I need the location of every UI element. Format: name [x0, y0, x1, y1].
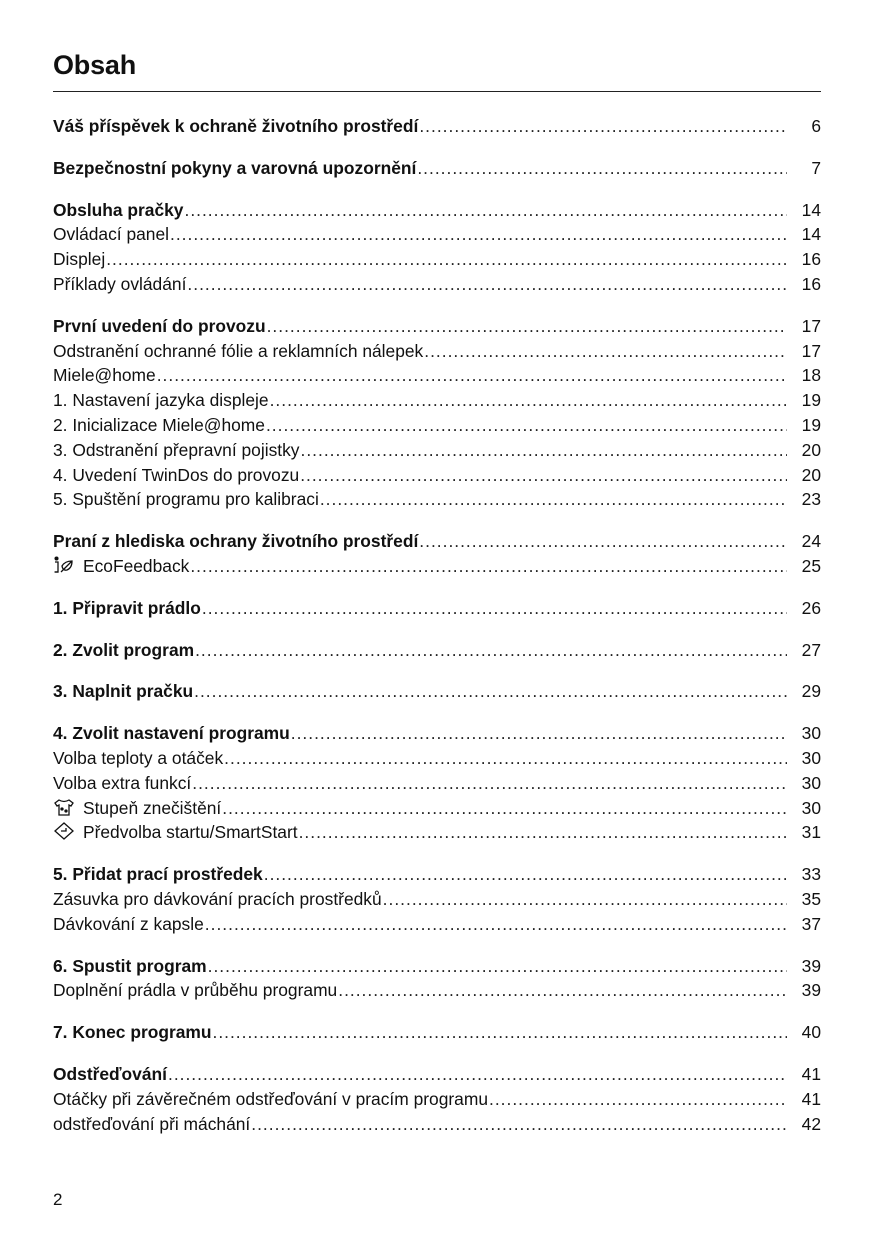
- toc-entry-text: 3. Naplnit pračku: [53, 681, 194, 702]
- toc-page-number: 30: [801, 747, 821, 768]
- toc-entry-text: 2. Inicializace Miele@home: [53, 414, 265, 435]
- toc-entry: [53, 463, 821, 488]
- toc-entry-label: [53, 771, 191, 796]
- toc-entry-label: [53, 314, 266, 339]
- toc-entry: [53, 771, 821, 796]
- toc-entry-label: [53, 222, 169, 247]
- dot-leader: [320, 487, 787, 512]
- dot-leader: [489, 1087, 787, 1112]
- toc-page-number: 7: [811, 157, 821, 178]
- toc-entry-label: [53, 887, 382, 912]
- toc-section: [53, 1020, 821, 1045]
- toc-entry-text: 1. Nastavení jazyka displeje: [53, 390, 269, 411]
- dot-leader: [106, 247, 787, 272]
- toc-page-number: 23: [801, 489, 821, 510]
- toc-entry: [53, 554, 821, 579]
- toc-page-number: 14: [801, 199, 821, 220]
- dot-leader: [224, 746, 787, 771]
- dot-leader: [187, 272, 787, 297]
- toc-page-number: 41: [801, 1088, 821, 1109]
- toc-entry-label: [53, 114, 418, 139]
- dot-leader: [212, 1020, 787, 1045]
- toc-entry: [53, 339, 821, 364]
- toc-entry: [53, 887, 821, 912]
- toc-entry-text: Váš příspěvek k ochraně životního prostředí: [53, 116, 419, 136]
- toc-page-number: 39: [801, 955, 821, 976]
- toc-entry-text: Ovládací panel: [53, 224, 170, 245]
- toc-entry-text: Praní z hlediska ochrany životního prostředí: [53, 531, 419, 552]
- dot-leader: [168, 1062, 787, 1087]
- toc-heading-entry: [53, 954, 821, 979]
- dot-leader: [157, 363, 787, 388]
- toc-section: [53, 862, 821, 936]
- toc-page-number: 20: [801, 439, 821, 460]
- toc-heading-entry: [53, 156, 821, 181]
- toc-entry-label: [53, 198, 183, 223]
- toc-entry: [53, 1112, 821, 1137]
- toc-page-number: 17: [801, 315, 821, 336]
- toc-entry-text: 6. Spustit program: [53, 955, 207, 976]
- toc-heading-entry: [53, 114, 821, 139]
- toc-page-number: 35: [801, 888, 821, 909]
- toc-entry-label: [53, 156, 416, 181]
- toc-section: [53, 1062, 821, 1136]
- toc-section: [53, 198, 821, 297]
- toc-page-number: 14: [801, 224, 821, 245]
- toc-page-number: 30: [801, 797, 821, 818]
- dot-leader: [205, 912, 787, 937]
- toc-entry-text: Volba extra funkcí: [53, 772, 192, 793]
- toc-entry-text: Volba teploty a otáček: [53, 747, 224, 768]
- dot-leader: [251, 1112, 787, 1137]
- toc-entry-text: 4. Zvolit nastavení programu: [53, 723, 290, 744]
- toc-entry-text: Bezpečnostní pokyny a varovná upozornění: [53, 157, 417, 178]
- page-title: Obsah: [53, 50, 137, 80]
- toc-entry-text: 4. Uvedení TwinDos do provozu: [53, 464, 300, 485]
- toc-page-number: 40: [801, 1022, 821, 1043]
- toc-page-number: 24: [801, 531, 821, 552]
- toc-entry: [53, 222, 821, 247]
- toc-entry-label: [53, 1062, 167, 1087]
- toc-entry-label: [53, 978, 337, 1003]
- toc-page-number: 41: [801, 1063, 821, 1084]
- toc-section: [53, 114, 821, 139]
- toc-entry-label: [53, 339, 423, 364]
- toc-entry-text: 5. Spuštění programu pro kalibraci: [53, 489, 319, 510]
- toc-entry: [53, 363, 821, 388]
- toc-entry-text: EcoFeedback: [83, 555, 190, 576]
- toc-entry: [53, 388, 821, 413]
- toc-entry: [53, 912, 821, 937]
- toc-entry-text: Doplnění prádla v průběhu programu: [53, 980, 338, 1001]
- toc-section: [53, 679, 821, 704]
- toc-entry-label: [53, 388, 269, 413]
- toc-entry-label: [53, 912, 204, 937]
- toc-page-number: 27: [801, 639, 821, 660]
- toc-heading-entry: [53, 529, 821, 554]
- dot-leader: [266, 413, 787, 438]
- toc-entry-text: 3. Odstranění přepravní pojistky: [53, 439, 300, 460]
- toc-entry-text: 7. Konec programu: [53, 1022, 212, 1043]
- toc-entry-label: [53, 954, 207, 979]
- dot-leader: [208, 954, 787, 979]
- toc-entry-label: [53, 820, 298, 845]
- toc-entry-text: Stupeň znečištění: [83, 797, 222, 818]
- toc-entry-text: Předvolba startu/SmartStart: [83, 822, 298, 843]
- title-divider: [53, 91, 821, 92]
- toc-entry: [53, 746, 821, 771]
- toc-entry-label: [53, 272, 186, 297]
- toc-entry: [53, 820, 821, 845]
- toc-heading-entry: [53, 721, 821, 746]
- toc-page-number: 25: [801, 555, 821, 576]
- toc-entry-label: [53, 1020, 211, 1045]
- toc-entry-label: [53, 721, 290, 746]
- toc-heading-entry: [53, 198, 821, 223]
- toc-page-number: 19: [801, 390, 821, 411]
- toc-heading-entry: [53, 1020, 821, 1045]
- toc-heading-entry: [53, 1062, 821, 1087]
- toc-entry-label: [53, 638, 194, 663]
- dot-leader: [338, 978, 787, 1003]
- dot-leader: [299, 820, 787, 845]
- toc-entry-label: [53, 363, 156, 388]
- toc-heading-entry: [53, 862, 821, 887]
- toc-entry-text: První uvedení do provozu: [53, 315, 266, 336]
- toc-entry-text: Příklady ovládání: [53, 273, 187, 294]
- dot-leader: [195, 638, 787, 663]
- toc-entry-label: [53, 463, 299, 488]
- toc-entry-label: [53, 1087, 488, 1112]
- toc-entry-label: [53, 438, 300, 463]
- dot-leader: [419, 114, 787, 139]
- toc-entry-label: [53, 796, 221, 821]
- dot-leader: [383, 887, 787, 912]
- toc-entry-label: [53, 554, 189, 579]
- toc-entry-text: Otáčky při závěrečném odstřeďování v pracím programu: [53, 1088, 488, 1109]
- dot-leader: [270, 388, 787, 413]
- toc-heading-entry: [53, 314, 821, 339]
- toc-entry-text: Displej: [53, 249, 106, 270]
- toc-page-number: 18: [801, 365, 821, 386]
- toc-entry-text: Obsluha pračky: [53, 199, 184, 220]
- delay-start-icon: [53, 822, 75, 840]
- dot-leader: [417, 156, 787, 181]
- toc-entry-text: Odstranění ochranné fólie a reklamních nálepek: [53, 340, 424, 361]
- dot-leader: [264, 862, 787, 887]
- toc-entry: [53, 796, 821, 821]
- dot-leader: [190, 554, 787, 579]
- toc-entry: [53, 272, 821, 297]
- dot-leader: [192, 771, 787, 796]
- toc-page-number: 29: [801, 681, 821, 702]
- toc-page-number: 19: [801, 414, 821, 435]
- dot-leader: [300, 463, 787, 488]
- toc-section: [53, 638, 821, 663]
- toc-page-number: 6: [811, 116, 821, 136]
- toc-section: [53, 156, 821, 181]
- toc-entry-label: [53, 596, 201, 621]
- dot-leader: [170, 222, 787, 247]
- toc-entry-text: Dávkování z kapsle: [53, 913, 204, 934]
- toc-heading-entry: [53, 638, 821, 663]
- toc-entry-label: [53, 413, 265, 438]
- dot-leader: [184, 198, 787, 223]
- toc-entry-label: [53, 487, 319, 512]
- page-number: 2: [53, 1190, 63, 1209]
- toc-entry-label: [53, 529, 418, 554]
- dot-leader: [301, 438, 788, 463]
- toc-entry: [53, 1087, 821, 1112]
- toc-page-number: 30: [801, 772, 821, 793]
- toc-entry-label: [53, 679, 193, 704]
- toc-page-number: 33: [801, 864, 821, 885]
- dot-leader: [291, 721, 787, 746]
- toc-page-number: 37: [801, 913, 821, 934]
- toc-section: [53, 954, 821, 1004]
- dot-leader: [222, 796, 787, 821]
- toc-entry-text: 5. Přidat prací prostředek: [53, 864, 263, 885]
- toc-entry: [53, 413, 821, 438]
- toc-page-number: 17: [801, 340, 821, 361]
- table-of-contents: [53, 114, 821, 1153]
- toc-entry-text: Miele@home: [53, 365, 156, 386]
- soiling-shirt-icon: [53, 798, 75, 816]
- toc-page-number: 26: [801, 597, 821, 618]
- toc-entry-label: [53, 746, 223, 771]
- toc-entry-text: 1. Připravit prádlo: [53, 597, 201, 618]
- toc-entry-label: [53, 1112, 250, 1137]
- toc-entry: [53, 438, 821, 463]
- toc-section: [53, 596, 821, 621]
- toc-section: [53, 529, 821, 579]
- toc-entry: [53, 978, 821, 1003]
- toc-heading-entry: [53, 596, 821, 621]
- toc-page-number: 30: [801, 723, 821, 744]
- toc-page-number: 20: [801, 464, 821, 485]
- toc-entry-text: odstřeďování při máchání: [53, 1113, 251, 1134]
- toc-page-number: 39: [801, 980, 821, 1001]
- toc-entry-text: Zásuvka pro dávkování pracích prostředků: [53, 888, 382, 909]
- toc-entry: [53, 487, 821, 512]
- eco-feedback-icon: [53, 556, 75, 574]
- dot-leader: [194, 679, 787, 704]
- dot-leader: [424, 339, 787, 364]
- toc-entry-text: 2. Zvolit program: [53, 639, 195, 660]
- toc-entry-label: [53, 862, 263, 887]
- toc-page-number: 31: [801, 822, 821, 843]
- dot-leader: [202, 596, 787, 621]
- toc-entry: [53, 247, 821, 272]
- toc-section: [53, 314, 821, 512]
- toc-entry-label: [53, 247, 105, 272]
- toc-page-number: 16: [801, 249, 821, 270]
- dot-leader: [419, 529, 787, 554]
- toc-page-number: 16: [801, 273, 821, 294]
- toc-page-number: 42: [801, 1113, 821, 1134]
- toc-section: [53, 721, 821, 845]
- toc-entry-text: Odstřeďování: [53, 1063, 167, 1084]
- toc-heading-entry: [53, 679, 821, 704]
- dot-leader: [267, 314, 787, 339]
